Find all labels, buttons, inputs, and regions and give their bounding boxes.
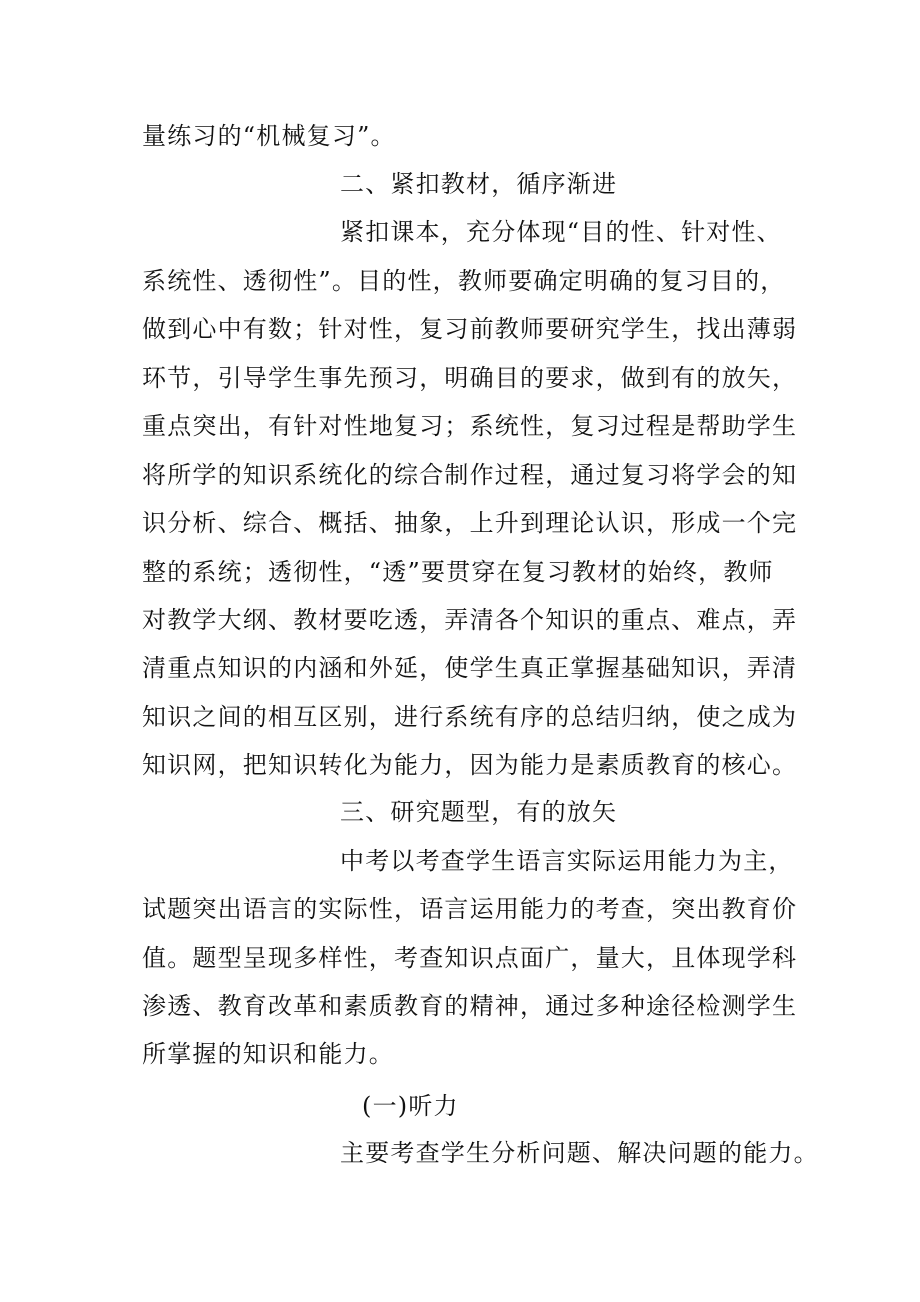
paragraph-line: 整的系统；透彻性，“透”要贯穿在复习教材的始终，教师 bbox=[142, 558, 774, 586]
paragraph-line: 值。题型呈现多样性，考查知识点面广，量大，且体现学科 bbox=[142, 944, 798, 972]
section-heading-2: 二、紧扣教材，循序渐进 bbox=[340, 170, 618, 198]
paragraph-line: 中考以考查学生语言实际运用能力为主， bbox=[340, 847, 794, 875]
paragraph-line: 知识网，把知识转化为能力，因为能力是素质教育的核心。 bbox=[142, 751, 798, 779]
paragraph-line: 将所学的知识系统化的综合制作过程，通过复习将学会的知 bbox=[142, 461, 798, 489]
continuation-line: 量练习的“机械复习”。 bbox=[142, 122, 396, 150]
paragraph-line: 环节，引导学生事先预习，明确目的要求，做到有的放矢， bbox=[142, 364, 798, 392]
paragraph-line: 清重点知识的内涵和外延，使学生真正掌握基础知识，弄清 bbox=[142, 654, 798, 682]
paragraph-line: 重点突出，有针对性地复习；系统性，复习过程是帮助学生 bbox=[142, 412, 798, 440]
paragraph-line: 识分析、综合、概括、抽象，上升到理论认识，形成一个完 bbox=[142, 509, 798, 537]
paragraph-line: 试题突出语言的实际性，语言运用能力的考查，突出教育价 bbox=[142, 895, 798, 923]
paragraph-line: 对教学大纲、教材要吃透，弄清各个知识的重点、难点，弄 bbox=[142, 606, 798, 634]
section-heading-3: 三、研究题型，有的放矢 bbox=[340, 798, 618, 826]
paragraph-line: 做到心中有数；针对性，复习前教师要研究学生，找出薄弱 bbox=[142, 315, 798, 343]
paragraph-line: 系统性、透彻性”。目的性，教师要确定明确的复习目的， bbox=[142, 267, 786, 295]
paragraph-line: 主要考查学生分析问题、解决问题的能力。 bbox=[340, 1139, 819, 1167]
paragraph-line: 所掌握的知识和能力。 bbox=[142, 1040, 394, 1068]
paragraph-line: 知识之间的相互区别，进行系统有序的总结归纳，使之成为 bbox=[142, 703, 798, 731]
paragraph-line: 紧扣课本，充分体现“目的性、针对性、 bbox=[340, 218, 782, 246]
subsection-heading-listening: (一)听力 bbox=[362, 1092, 459, 1120]
paragraph-line: 渗透、教育改革和素质教育的精神，通过多种途径检测学生 bbox=[142, 992, 798, 1020]
